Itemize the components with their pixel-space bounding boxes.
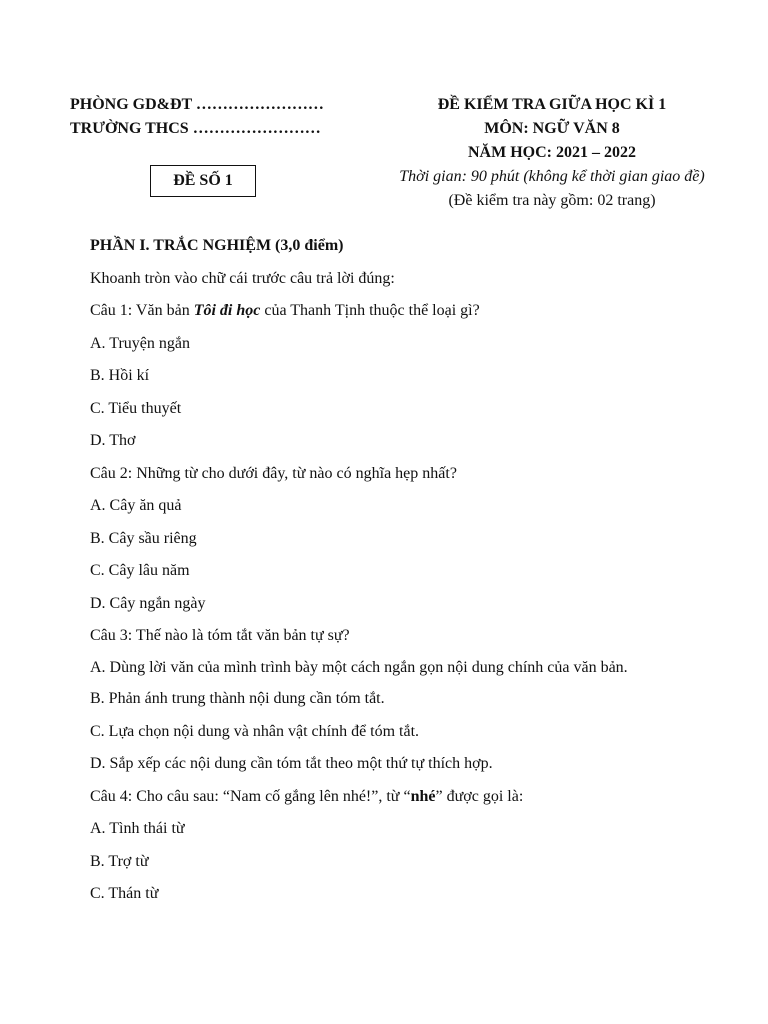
q2-option-d: D. Cây ngắn ngày (90, 594, 206, 612)
q2-option-b: B. Cây sầu riêng (90, 529, 197, 547)
section-title: PHẦN I. TRẮC NGHIỆM (3,0 điểm) (90, 237, 344, 254)
question-1-suffix: của Thanh Tịnh thuộc thể loại gì? (260, 302, 480, 319)
department-line: PHÒNG GD&ĐT …………………… (70, 96, 324, 113)
header-right (372, 93, 732, 213)
question-2: Câu 2: Những từ cho dưới đây, từ nào có nghĩa hẹp nhất? (90, 464, 457, 482)
q3-option-a: A. Dùng lời văn của mình trình bày một cách ngắn gọn nội dung chính của văn bản. (90, 658, 628, 676)
q4-option-b: B. Trợ từ (90, 852, 149, 870)
question-4-suffix: ” được gọi là: (435, 787, 524, 805)
q1-option-a: A. Truyện ngắn (90, 334, 191, 352)
exam-code-box (150, 165, 256, 197)
question-3: Câu 3: Thế nào là tóm tắt văn bản tự sự? (90, 627, 350, 644)
q2-option-c: C. Cây lâu năm (90, 562, 190, 579)
q4-option-a: A. Tình thái từ (90, 820, 185, 837)
question-4-prefix: Câu 4: Cho câu sau: “Nam cố gắng lên nhé!”, từ “ (90, 787, 411, 805)
question-4-word: nhé (410, 787, 436, 805)
question-1 (90, 299, 678, 323)
time-note: Thời gian: 90 phút (không kể thời gian giao đề) (399, 168, 705, 185)
school-year-line: NĂM HỌC: 2021 – 2022 (468, 144, 636, 161)
exam-code: ĐỀ SỐ 1 (173, 172, 233, 189)
question-4 (90, 785, 678, 809)
exam-content (90, 234, 678, 915)
section-instruction: Khoanh tròn vào chữ cái trước câu trả lời đúng: (90, 269, 395, 287)
q1-option-c: C. Tiểu thuyết (90, 399, 182, 417)
q1-option-b: B. Hồi kí (90, 367, 150, 384)
q3-option-c: C. Lựa chọn nội dung và nhân vật chính để tóm tắt. (90, 722, 420, 740)
pages-note: (Đề kiểm tra này gồm: 02 trang) (448, 192, 656, 209)
subject-line: MÔN: NGỮ VĂN 8 (484, 120, 620, 137)
q3-option-d: D. Sắp xếp các nội dung cần tóm tắt theo một thứ tự thích hợp. (90, 755, 493, 772)
q4-option-c: C. Thán từ (90, 885, 159, 902)
exam-title: ĐỀ KIỂM TRA GIỮA HỌC KÌ 1 (437, 96, 667, 113)
school-line: TRƯỜNG THCS …………………… (70, 120, 321, 137)
q3-option-b: B. Phản ánh trung thành nội dung cần tóm tắt. (90, 690, 385, 707)
question-1-work-title: Tôi đi học (193, 302, 261, 319)
q2-option-a: A. Cây ăn quả (90, 497, 182, 514)
question-1-prefix: Câu 1: Văn bản (90, 302, 194, 319)
header-left (70, 93, 324, 141)
q1-option-d: D. Thơ (90, 432, 136, 449)
